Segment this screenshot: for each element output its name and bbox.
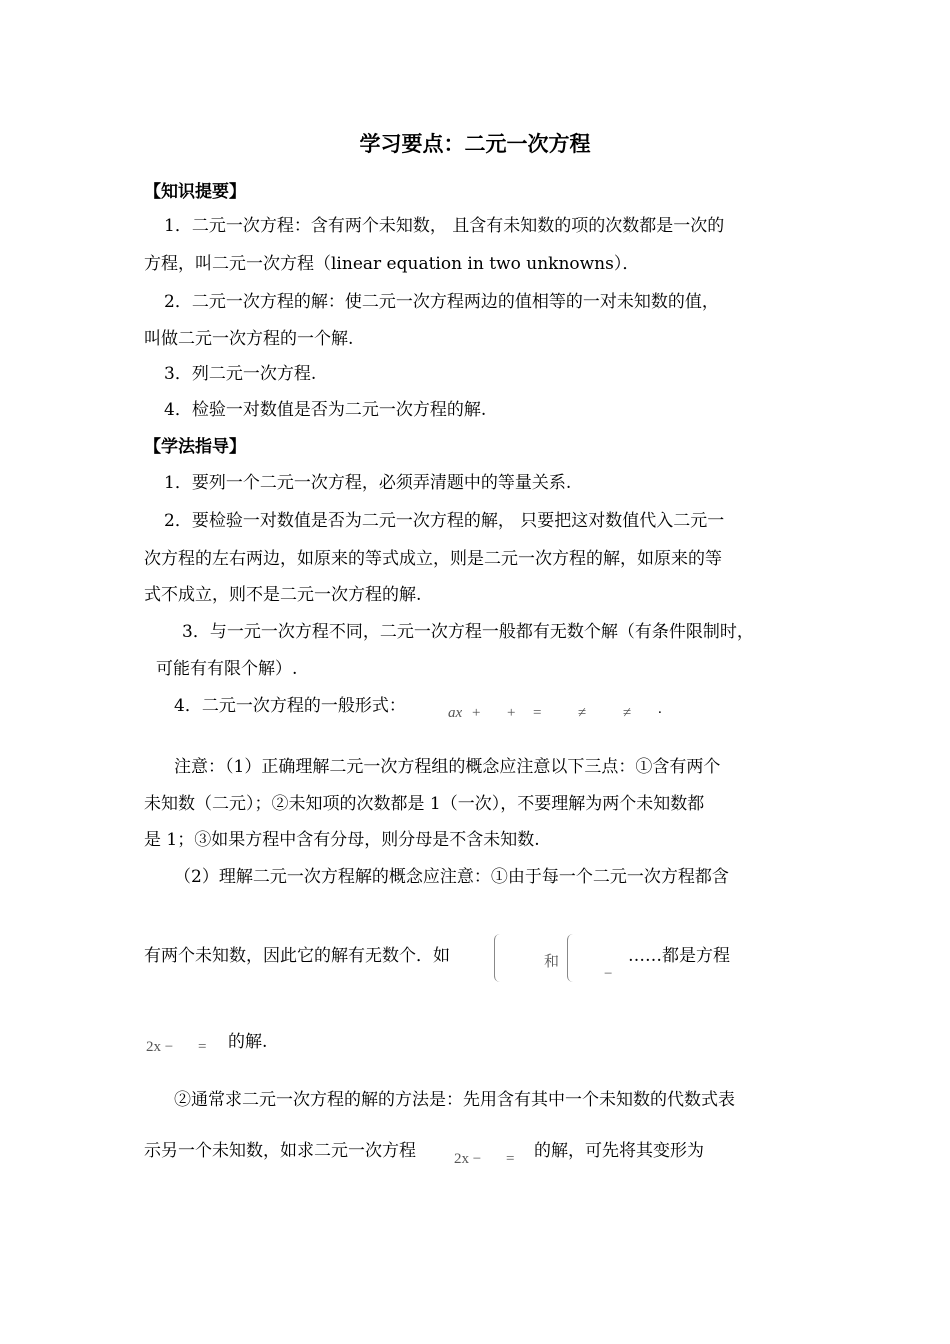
equation-2x-minus: 2x − bbox=[146, 1039, 174, 1055]
paragraph-line: 叫做二元一次方程的一个解. bbox=[144, 329, 354, 349]
formula-equals: = bbox=[506, 1151, 515, 1167]
formula-minus: − bbox=[604, 966, 613, 982]
formula-equals: = bbox=[198, 1039, 207, 1055]
formula-equals: = bbox=[533, 705, 542, 721]
paragraph-line: 注意：（1）正确理解二元一次方程组的概念应注意以下三点：①含有两个 bbox=[174, 757, 721, 777]
paragraph-line: 未知数（二元）；②未知项的次数都是 1（一次），不要理解为两个未知数都 bbox=[144, 794, 705, 814]
paragraph-line: 式不成立，则不是二元一次方程的解. bbox=[144, 585, 422, 605]
paragraph-line: 2．二元一次方程的解：使二元一次方程两边的值相等的一对未知数的值， bbox=[164, 292, 719, 312]
paragraph-line: 示另一个未知数，如求二元一次方程 bbox=[144, 1141, 416, 1161]
left-brace-icon bbox=[567, 934, 577, 984]
formula-plus: + bbox=[472, 705, 481, 721]
paragraph-line: 可能有有限个解）. bbox=[156, 659, 298, 679]
paragraph-line: 的解. bbox=[228, 1032, 268, 1052]
paragraph-line: 方程，叫二元一次方程（linear equation in two unknowns）． bbox=[144, 254, 640, 274]
paragraph-line: 3．与一元一次方程不同，二元一次方程一般都有无数个解（有条件限制时， bbox=[182, 622, 754, 642]
paragraph-line: 3．列二元一次方程. bbox=[164, 364, 317, 384]
paragraph-line: ……都是方程 bbox=[628, 946, 730, 966]
paragraph-line: 次方程的左右两边，如原来的等式成立，则是二元一次方程的解，如原来的等 bbox=[144, 549, 722, 569]
paragraph-line: （2）理解二元一次方程解的概念应注意：①由于每一个二元一次方程都含 bbox=[174, 867, 729, 887]
paragraph-line: 的解，可先将其变形为 bbox=[534, 1141, 704, 1161]
page-title: 学习要点：二元一次方程 bbox=[359, 132, 591, 156]
equation-2x-minus: 2x − bbox=[454, 1151, 482, 1167]
section-heading-knowledge: 【知识提要】 bbox=[144, 182, 246, 202]
paragraph-line: 4．检验一对数值是否为二元一次方程的解. bbox=[164, 400, 487, 420]
paragraph-line: 1．二元一次方程：含有两个未知数， 且含有未知数的项的次数都是一次的 bbox=[164, 216, 725, 236]
and-label: 和 bbox=[544, 954, 560, 970]
formula-ax: ax bbox=[448, 705, 463, 721]
section-heading-method: 【学法指导】 bbox=[144, 437, 246, 457]
formula-not-equal: ≠ bbox=[578, 705, 587, 721]
formula-not-equal: ≠ bbox=[623, 705, 632, 721]
paragraph-line: 2．要检验一对数值是否为二元一次方程的解， 只要把这对数值代入二元一 bbox=[164, 511, 725, 531]
paragraph-line: 1．要列一个二元一次方程，必须弄清题中的等量关系. bbox=[164, 473, 572, 493]
paragraph-line: ②通常求二元一次方程的解的方法是：先用含有其中一个未知数的代数式表 bbox=[174, 1090, 735, 1110]
formula-plus: + bbox=[507, 705, 516, 721]
paragraph-line: 有两个未知数，因此它的解有无数个．如 bbox=[144, 946, 450, 966]
paragraph-line: 是 1；③如果方程中含有分母，则分母是不含未知数. bbox=[144, 830, 540, 850]
paragraph-line: 4．二元一次方程的一般形式： bbox=[174, 696, 406, 716]
formula-period: . bbox=[658, 701, 662, 717]
left-brace-icon bbox=[494, 934, 504, 984]
